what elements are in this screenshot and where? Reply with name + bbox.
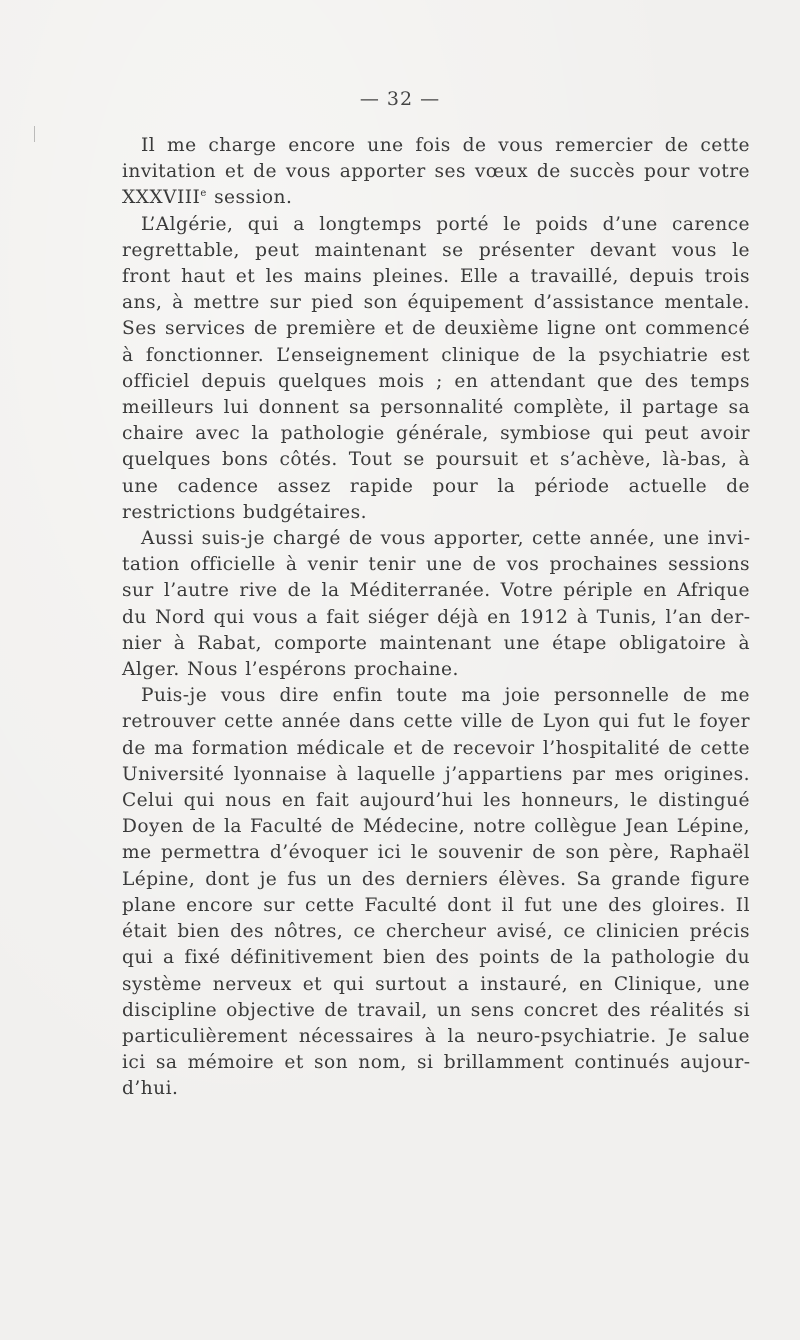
paragraph-1-text: Il me charge encore une fois de vous remercier de cette invitation et de vous apporter ses vœux de succès pour votre XXXVIII [122,135,750,209]
ordinal-superscript: e [200,188,207,200]
body-text [122,133,750,1103]
paragraph-3: Aussi suis-je chargé de vous apporter, cette année, une invitation officielle à venir tenir une de vos prochaines sessions sur l’autre rive de la Méditerranée. Votre périple en Afrique du Nord qui vous a fait siéger déjà en 1912 à Tunis, l’an dernier à Rabat, comporte maintenant une étape obligatoire à Alger. Nous l’espérons prochaine. [122,528,750,681]
paragraph-1 [122,133,750,212]
paragraph-4: Puis-je vous dire enfin toute ma joie personnelle de me retrouver cette année dans cette ville de Lyon qui fut le foyer de ma formation médicale et de recevoir l’hospitalité de cette Université lyonnaise à laquelle j’appartiens par mes origines. Celui qui nous en fait aujourd’hui les honneurs, le distingué Doyen de la Faculté de Médecine, notre collègue Jean Lépine, me permettra d’évoquer ici le souvenir de son père, Raphaël Lépine, dont je fus un des derniers élèves. Sa grande figure plane encore sur cette Faculté dont il fut une des gloires. Il était bien des nôtres, ce chercheur avisé, ce clinicien précis qui a fixé définitivement bien des points de la pathologie du système nerveux et qui surtout a instauré, en Clinique, une discipline objective de travail, un sens concret des réalités si particulièrement nécessaires à la neuro-psychiatrie. Je salue ici sa mémoire et son nom, si brillamment continués aujourd’hui. [122,685,750,1100]
paragraph-1-tail: session. [206,187,293,209]
page-number: — 32 — [359,88,441,110]
paragraph-2: L’Algérie, qui a longtemps porté le poids d’une carence regrettable, peut maintenant se présenter devant vous le front haut et les mains pleines. Elle a travaillé, depuis trois ans, à mettre sur pied son équipement d’assistance mentale. Ses services de première et de deuxième ligne ont commencé à fonctionner. L’enseignement clinique de la psychiatrie est officiel depuis quelques mois ; en attendant que des temps meilleurs lui donnent sa personnalité complète, il partage sa chaire avec la pathologie générale, symbiose qui peut avoir quelques bons côtés. Tout se poursuit et s’achève, là-bas, à une cadence assez rapide pour la période actuelle de restrictions budgétaires. [122,213,750,523]
margin-mark [34,126,35,142]
